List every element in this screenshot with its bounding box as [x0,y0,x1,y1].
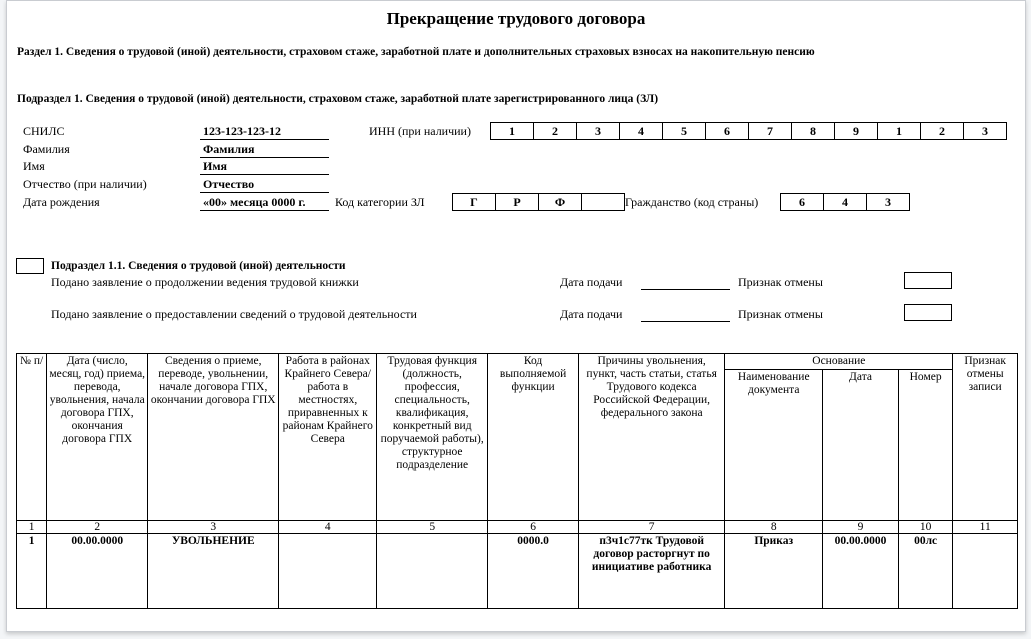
cell-function-code: 0000.0 [488,534,579,609]
cell-doc-name: Приказ [725,534,823,609]
inn-digit: 1 [490,122,534,140]
subsection-1-1-checkbox[interactable] [16,258,44,274]
cell-doc-number: 00лс [898,534,953,609]
cell-function [377,534,488,609]
col-header-function: Трудовая функция (должность, профессия, специальность, квалификация, конкретный вид поручаемой работы), структурное подразделение [377,354,488,521]
cancel-flag-label: Признак отмены [738,275,823,289]
cell-north [279,534,377,609]
column-number: 11 [953,521,1018,534]
work-info-statement-label: Подано заявление о предоставлении сведений о трудовой деятельности [51,307,417,321]
col-header-cancel: Признак отмены записи [953,354,1018,521]
inn-digit: 4 [619,122,663,140]
surname-value: Фамилия [200,141,329,158]
col-header-date: Дата (число, месяц, год) приема, перевода, увольнения, начала договора ГПХ, окончания договора ГПХ [47,354,148,521]
cell-doc-date: 00.00.0000 [823,534,899,609]
col-header-doc-date: Дата [823,370,899,521]
column-number: 1 [17,521,47,534]
subsection-1-1-heading: Подраздел 1.1. Сведения о трудовой (иной) деятельности [51,260,346,272]
column-number: 6 [488,521,579,534]
inn-digit: 9 [834,122,878,140]
cell-reason: п3ч1с77тк Трудовой договор расторгнут по инициативе работника [579,534,725,609]
snils-value: 123-123-123-12 [200,123,329,140]
cancel-flag-box[interactable] [904,272,952,289]
column-number: 10 [898,521,953,534]
citizenship-cells [781,193,910,211]
column-number: 7 [579,521,725,534]
submission-date-label: Дата подачи [560,307,623,321]
cell-number: 1 [17,534,47,609]
citizenship-digit: 4 [823,193,867,211]
table-header-row [17,354,1018,370]
column-number: 5 [377,521,488,534]
col-header-number: № п/ [17,354,47,521]
submission-date-field[interactable] [641,277,730,290]
category-letter [581,193,625,211]
col-header-basis: Основание [725,354,953,370]
category-cells [453,193,625,211]
inn-digit: 2 [533,122,577,140]
citizenship-digit: 6 [780,193,824,211]
submission-date-field[interactable] [641,309,730,322]
patronymic-value: Отчество [200,176,329,193]
category-label: Код категории ЗЛ [335,195,425,209]
inn-digit: 7 [748,122,792,140]
document-page [6,0,1026,632]
inn-digit: 3 [576,122,620,140]
column-number: 8 [725,521,823,534]
cancel-flag-label: Признак отмены [738,307,823,321]
col-header-doc-number: Номер [898,370,953,521]
subsection-1-heading: Подраздел 1. Сведения о трудовой (иной) деятельности, страховом стаже, заработной плате зарегистрированного лица (ЗЛ) [17,93,659,105]
inn-digit: 6 [705,122,749,140]
category-letter: Ф [538,193,582,211]
col-header-function-code: Код выполняемой функции [488,354,579,521]
inn-digit: 2 [920,122,964,140]
snils-label: СНИЛС [23,124,65,138]
col-header-north: Работа в районах Крайнего Севера/работа в местностях, приравненных к районам Крайнего Севера [279,354,377,521]
inn-cells [491,122,1007,140]
birth-date-value: «00» месяца 0000 г. [200,194,329,211]
column-numbers-row [17,521,1018,534]
col-header-event: Сведения о приеме, переводе, увольнении, начале договора ГПХ, окончании договора ГПХ [148,354,279,521]
name-value: Имя [200,158,329,175]
cell-event: УВОЛЬНЕНИЕ [148,534,279,609]
name-label: Имя [23,159,45,173]
cell-cancel [953,534,1018,609]
col-header-reason: Причины увольнения, пункт, часть статьи, статья Трудового кодекса Российской Федерации, федерального закона [579,354,725,521]
inn-digit: 8 [791,122,835,140]
submission-date-label: Дата подачи [560,275,623,289]
column-number: 9 [823,521,899,534]
patronymic-label: Отчество (при наличии) [23,177,147,191]
section-1-heading: Раздел 1. Сведения о трудовой (иной) деятельности, страховом стаже, заработной плате и дополнительных страховых взносах на накопительную пенсию [17,46,815,58]
surname-label: Фамилия [23,142,70,156]
cancel-flag-box[interactable] [904,304,952,321]
birth-date-label: Дата рождения [23,195,100,209]
inn-digit: 1 [877,122,921,140]
work-book-statement-label: Подано заявление о продолжении ведения трудовой книжки [51,275,359,289]
document-title: Прекращение трудового договора [386,9,646,28]
inn-digit: 5 [662,122,706,140]
col-header-doc-name: Наименование документа [725,370,823,521]
column-number: 3 [148,521,279,534]
citizenship-digit: 3 [866,193,910,211]
table-row [17,534,1018,609]
citizenship-label: Гражданство (код страны) [625,195,759,209]
inn-digit: 3 [963,122,1007,140]
employment-records-table [16,353,1018,609]
inn-label: ИНН (при наличии) [369,124,471,138]
cell-date: 00.00.0000 [47,534,148,609]
category-letter: Р [495,193,539,211]
category-letter: Г [452,193,496,211]
column-number: 2 [47,521,148,534]
column-number: 4 [279,521,377,534]
